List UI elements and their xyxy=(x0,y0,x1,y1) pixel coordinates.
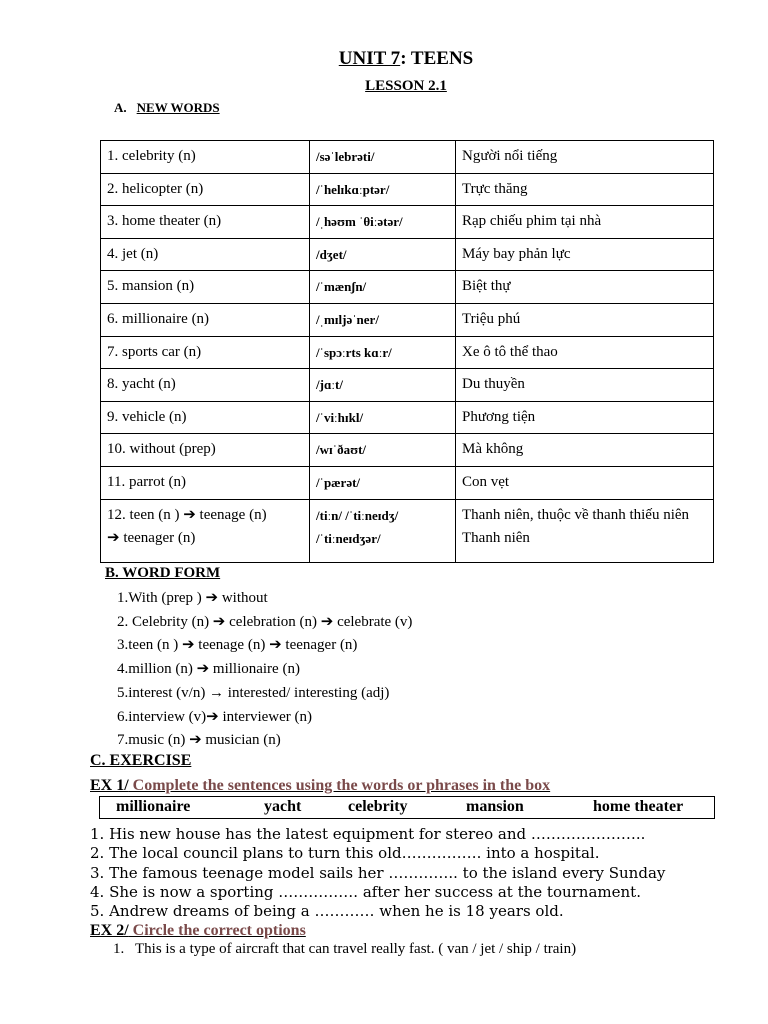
vocab-row xyxy=(101,401,714,434)
exercise-1-heading xyxy=(90,777,550,795)
word-box-item: celebrity xyxy=(348,798,408,815)
vocab-meaning: Mà không xyxy=(456,434,714,467)
vocab-meaning: Rạp chiếu phim tại nhà xyxy=(456,206,714,239)
section-a-title: NEW WORDS xyxy=(136,100,220,115)
vocab-pronunciation: /ˈmænʃn/ xyxy=(310,271,456,304)
vocab-row xyxy=(101,303,714,336)
vocab-word: 9. vehicle (n) xyxy=(101,401,310,434)
vocab-row xyxy=(101,141,714,174)
vocab-word: 7. sports car (n) xyxy=(101,336,310,369)
word-box-item: home theater xyxy=(593,798,684,815)
exercise-2-instruction: Circle the correct options xyxy=(128,922,306,939)
vocab-pronunciation: /səˈlebrəti/ xyxy=(310,141,456,174)
vocab-pronunciation xyxy=(310,499,456,562)
vocab-word: 1. celebrity (n) xyxy=(101,141,310,174)
vocab-meaning: Phương tiện xyxy=(456,401,714,434)
word-form-item: 4.million (n) ➔ millionaire (n) xyxy=(117,661,300,678)
vocab-meaning: Trực thăng xyxy=(456,173,714,206)
unit-number: UNIT 7 xyxy=(338,48,401,69)
vocab-meaning: Biệt thự xyxy=(456,271,714,304)
question-number: 1. xyxy=(113,941,125,957)
vocab-meaning-line: Thanh niên xyxy=(462,529,530,546)
word-form-item: 2. Celebrity (n) ➔ celebration (n) ➔ celebrate (v) xyxy=(117,613,413,630)
exercise-1-instruction: Complete the sentences using the words or phrases in the box xyxy=(128,777,551,794)
exercise-2-label: EX 2/ xyxy=(90,922,129,939)
vocab-word xyxy=(101,499,310,562)
word-form-item: 1.With (prep ) ➔ without xyxy=(117,590,268,606)
exercise-sentence: 3. The famous teenage model sails her ………….. to the island every Sunday xyxy=(90,863,666,882)
vocab-row xyxy=(101,499,714,562)
word-form-item: 3.teen (n ) ➔ teenage (n) ➔ teenager (n) xyxy=(117,637,358,654)
vocab-row xyxy=(101,238,714,271)
vocab-meaning-line: Thanh niên, thuộc về thanh thiếu niên xyxy=(462,506,690,523)
vocab-word: 8. yacht (n) xyxy=(101,369,310,402)
vocab-pronunciation: /jɑːt/ xyxy=(310,369,456,402)
vocab-word: 2. helicopter (n) xyxy=(101,173,310,206)
word-box xyxy=(99,796,715,819)
vocab-pronunciation: /ˈviːhɪkl/ xyxy=(310,401,456,434)
question-text: This is a type of aircraft that can travel really fast. ( van / jet / ship / train) xyxy=(135,941,577,957)
vocab-pronunciation: /ˈhelɪkɑːptər/ xyxy=(310,173,456,206)
word-box-item: yacht xyxy=(264,798,302,815)
exercise-1-sentences xyxy=(90,825,665,921)
word-form-list xyxy=(117,587,412,753)
section-c-heading: C. EXERCISE xyxy=(90,752,192,769)
vocab-row xyxy=(101,466,714,499)
section-a-heading xyxy=(114,100,220,116)
lesson-title: LESSON 2.1 xyxy=(365,78,447,94)
exercise-sentence: 1. His new house has the latest equipment for stereo and ………………….. xyxy=(90,825,646,843)
vocab-pronunciation: /ˈpærət/ xyxy=(310,466,456,499)
vocab-pronunciation-line: /tiːn/ /ˈtiːneɪdʒ/ xyxy=(316,507,399,523)
vocab-word: 6. millionaire (n) xyxy=(101,303,310,336)
exercise-sentence: 4. She is now a sporting ……………. after her success at the tournament. xyxy=(90,882,641,901)
word-box-item: mansion xyxy=(466,798,524,815)
word-form-item: 6.interview (v)➔ interviewer (n) xyxy=(117,708,312,725)
vocab-row xyxy=(101,336,714,369)
exercise-sentence: 5. Andrew dreams of being a ………… when he is 18 years old. xyxy=(90,902,564,921)
vocab-meaning: Người nổi tiếng xyxy=(456,141,714,174)
vocab-word: 3. home theater (n) xyxy=(101,206,310,239)
vocab-word: 10. without (prep) xyxy=(101,434,310,467)
vocab-pronunciation: /ˌmɪljəˈner/ xyxy=(310,303,456,336)
vocab-pronunciation: /dʒet/ xyxy=(310,238,456,271)
word-box-item: millionaire xyxy=(116,798,191,815)
vocab-word: 5. mansion (n) xyxy=(101,271,310,304)
vocab-meaning: Xe ô tô thể thao xyxy=(456,336,714,369)
section-a-letter: A. xyxy=(114,100,127,115)
vocabulary-table xyxy=(100,140,714,563)
vocab-pronunciation-line: /ˈtiːneɪdʒər/ xyxy=(316,530,381,546)
vocab-row xyxy=(101,369,714,402)
vocab-meaning: Con vẹt xyxy=(456,466,714,499)
vocab-word: 4. jet (n) xyxy=(101,238,310,271)
vocab-row xyxy=(101,206,714,239)
exercise-2-question xyxy=(113,941,576,958)
vocab-pronunciation: /wɪˈðaʊt/ xyxy=(310,434,456,467)
vocab-word-line: 12. teen (n ) ➔ teenage (n) xyxy=(107,506,267,523)
vocab-word: 11. parrot (n) xyxy=(101,466,310,499)
vocab-row xyxy=(101,434,714,467)
exercise-2-heading xyxy=(90,922,306,940)
unit-title xyxy=(0,48,768,70)
vocab-meaning: Máy bay phản lực xyxy=(456,238,714,271)
word-form-item: 5.interest (v/n) → interested/ interesting (adj) xyxy=(117,684,390,701)
vocab-meaning xyxy=(456,499,714,562)
exercise-1-label: EX 1/ xyxy=(90,777,129,794)
vocab-word-line: ➔ teenager (n) xyxy=(107,529,196,546)
vocab-pronunciation: /ˌhəʊm ˈθiːətər/ xyxy=(310,206,456,239)
exercise-sentence: 2. The local council plans to turn this old……………. into a hospital. xyxy=(90,844,600,863)
section-b-heading: B. WORD FORM xyxy=(105,565,221,581)
vocab-row xyxy=(101,173,714,206)
vocab-row xyxy=(101,271,714,304)
vocab-meaning: Triệu phú xyxy=(456,303,714,336)
unit-topic: : TEENS xyxy=(400,48,474,69)
vocab-meaning: Du thuyền xyxy=(456,369,714,402)
word-form-item: 7.music (n) ➔ musician (n) xyxy=(117,732,281,749)
vocab-pronunciation: /ˈspɔːrts kɑːr/ xyxy=(310,336,456,369)
vocabulary-table-body xyxy=(101,141,714,563)
